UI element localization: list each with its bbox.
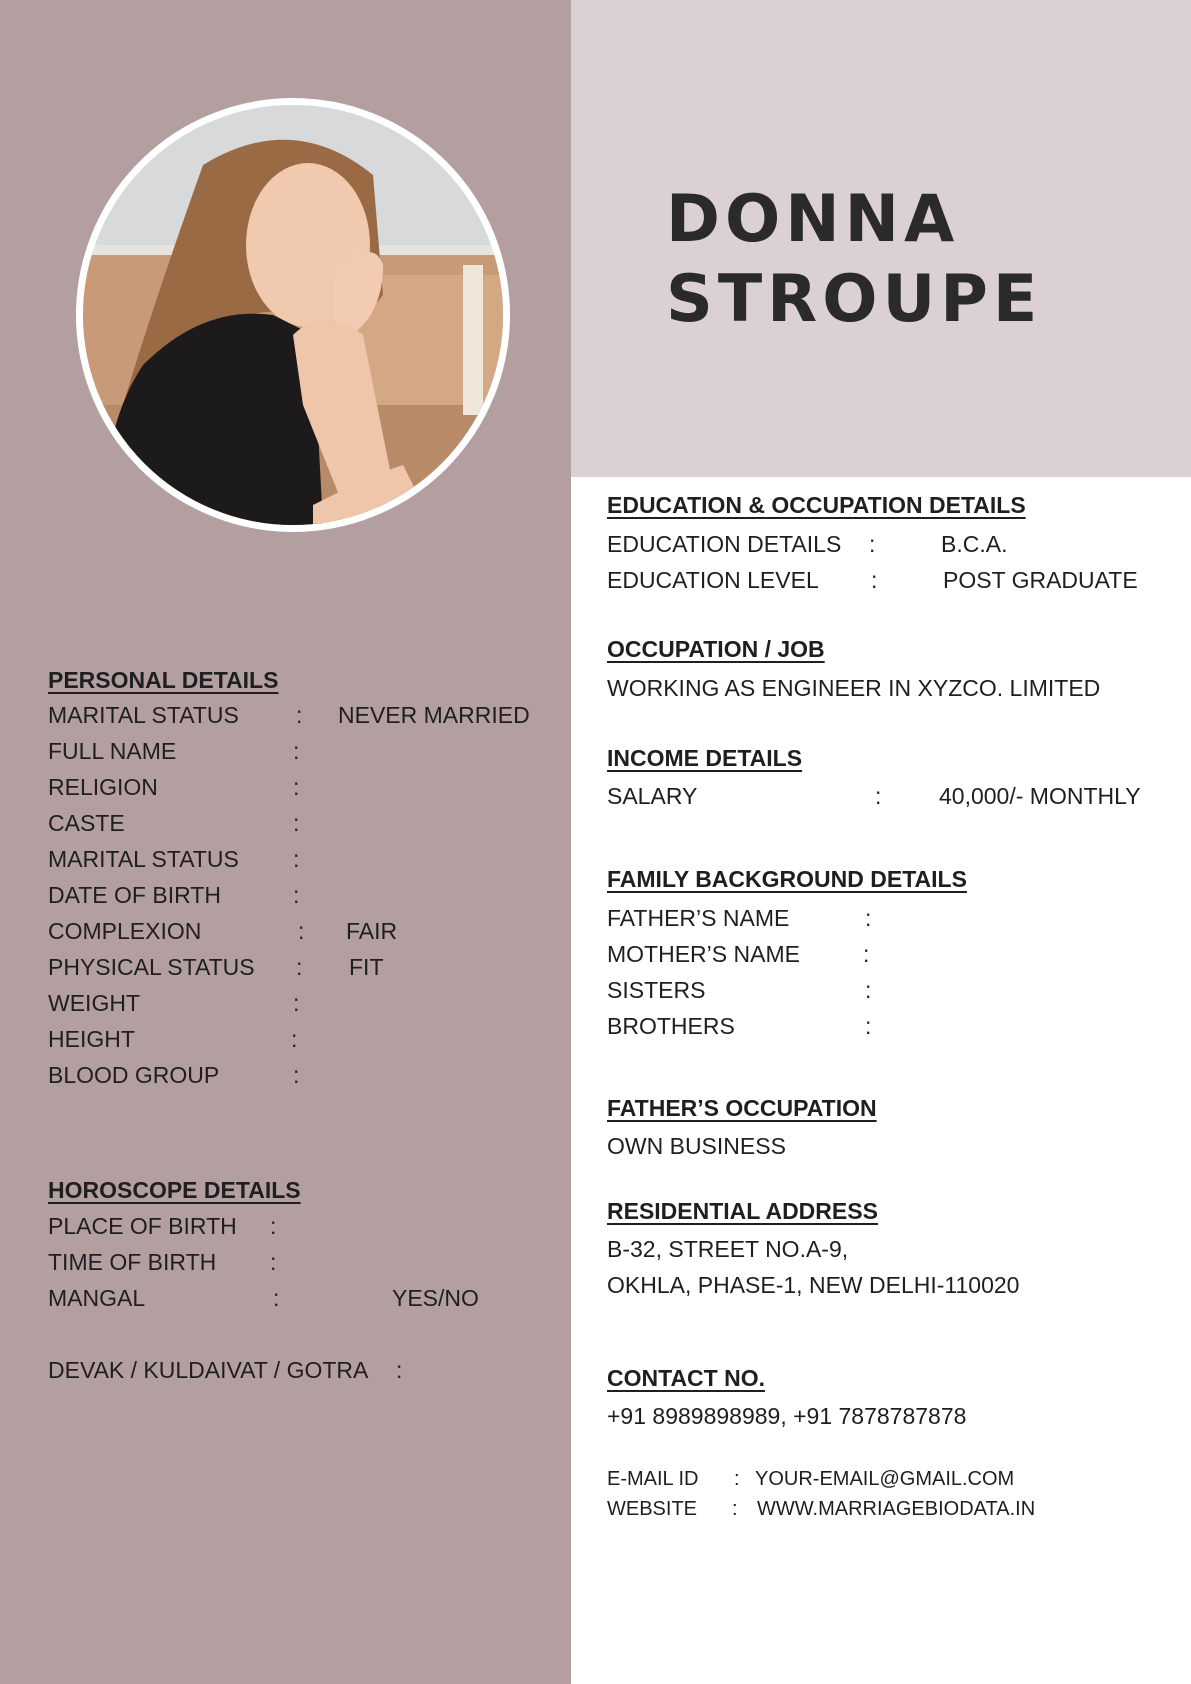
family-label: FATHER’S NAME (607, 905, 790, 931)
family-label: SISTERS (607, 977, 706, 1003)
separator: : (865, 977, 872, 1003)
separator: : (293, 882, 300, 908)
family-label: BROTHERS (607, 1013, 735, 1039)
income-label: SALARY (607, 783, 698, 809)
separator: : (734, 1468, 740, 1490)
separator: : (296, 702, 303, 728)
occupation-text: WORKING AS ENGINEER IN XYZCO. LIMITED (607, 675, 1101, 701)
address-line-2: OKHLA, PHASE-1, NEW DELHI-110020 (607, 1272, 1020, 1298)
separator: : (298, 918, 305, 944)
family-details-title: FAMILY BACKGROUND DETAILS (607, 866, 967, 892)
education-value: B.C.A. (941, 531, 1008, 557)
horoscope-label: MANGAL (48, 1285, 146, 1311)
personal-label: COMPLEXION (48, 918, 202, 944)
father-occupation-text: OWN BUSINESS (607, 1133, 786, 1159)
personal-label: PHYSICAL STATUS (48, 954, 255, 980)
personal-label: FULL NAME (48, 738, 177, 764)
horoscope-label: TIME OF BIRTH (48, 1249, 217, 1275)
separator: : (293, 810, 300, 836)
email-label: E-MAIL ID (607, 1468, 699, 1490)
separator: : (863, 941, 870, 967)
address-line-1: B-32, STREET NO.A-9, (607, 1236, 849, 1262)
contact-title: CONTACT NO. (607, 1365, 766, 1391)
profile-photo (76, 98, 510, 532)
gotra-label: DEVAK / KULDAIVAT / GOTRA (48, 1357, 369, 1383)
separator: : (273, 1285, 280, 1311)
separator: : (865, 1013, 872, 1039)
profile-photo-illustration (83, 105, 503, 525)
website-label: WEBSITE (607, 1498, 698, 1520)
address-title: RESIDENTIAL ADDRESS (607, 1198, 878, 1224)
personal-label: HEIGHT (48, 1026, 135, 1052)
income-value: 40,000/- MONTHLY (939, 783, 1141, 809)
last-name: STROUPE (666, 262, 1043, 337)
separator: : (869, 531, 876, 557)
occupation-title: OCCUPATION / JOB (607, 636, 825, 662)
separator: : (871, 567, 878, 593)
separator: : (293, 738, 300, 764)
personal-label: WEIGHT (48, 990, 140, 1016)
education-value: POST GRADUATE (943, 567, 1138, 593)
personal-value: FAIR (346, 918, 398, 944)
profile-name (666, 180, 1042, 340)
separator: : (875, 783, 882, 809)
horoscope-value: YES/NO (392, 1285, 479, 1311)
personal-label: MARITAL STATUS (48, 846, 239, 872)
contact-phones: +91 8989898989, +91 7878787878 (607, 1403, 967, 1429)
personal-value: NEVER MARRIED (338, 702, 530, 728)
separator: : (293, 774, 300, 800)
personal-value: FIT (349, 954, 384, 980)
personal-label: CASTE (48, 810, 125, 836)
separator: : (732, 1498, 738, 1520)
personal-label: DATE OF BIRTH (48, 882, 221, 908)
email-value: YOUR-EMAIL@GMAIL.COM (755, 1468, 1015, 1490)
personal-label: BLOOD GROUP (48, 1062, 220, 1088)
separator: : (865, 905, 872, 931)
separator: : (293, 1062, 300, 1088)
separator: : (396, 1357, 403, 1383)
first-name: DONNA (666, 182, 960, 257)
horoscope-details-title: HOROSCOPE DETAILS (48, 1177, 301, 1203)
separator: : (293, 846, 300, 872)
income-details-title: INCOME DETAILS (607, 745, 803, 771)
horoscope-label: PLACE OF BIRTH (48, 1213, 237, 1239)
separator: : (296, 954, 303, 980)
separator: : (270, 1213, 277, 1239)
separator: : (291, 1026, 298, 1052)
father-occupation-title: FATHER’S OCCUPATION (607, 1095, 877, 1121)
education-label: EDUCATION DETAILS (607, 531, 842, 557)
website-value: WWW.MARRIAGEBIODATA.IN (757, 1498, 1036, 1520)
personal-label: RELIGION (48, 774, 158, 800)
education-label: EDUCATION LEVEL (607, 567, 819, 593)
education-details-title: EDUCATION & OCCUPATION DETAILS (607, 492, 1026, 518)
personal-details-title: PERSONAL DETAILS (48, 667, 279, 693)
personal-label: MARITAL STATUS (48, 702, 239, 728)
separator: : (270, 1249, 277, 1275)
separator: : (293, 990, 300, 1016)
family-label: MOTHER’S NAME (607, 941, 800, 967)
